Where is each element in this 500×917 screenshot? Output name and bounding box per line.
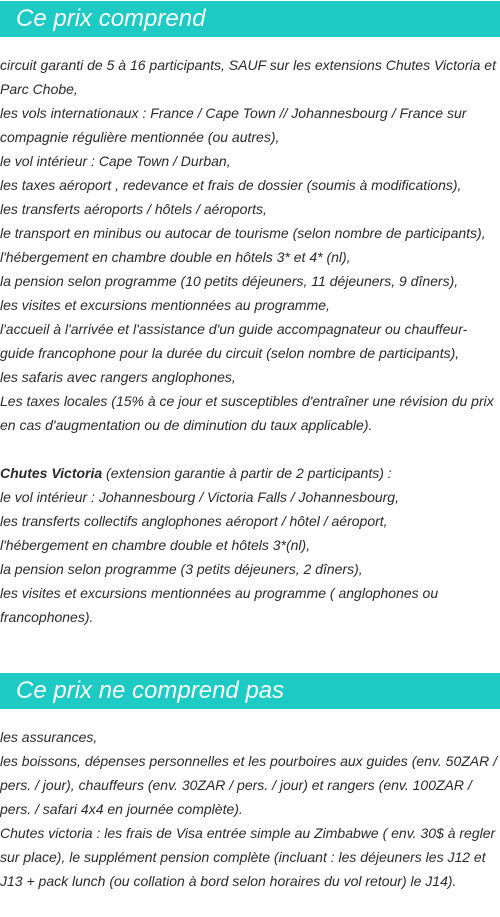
list-item: Les taxes locales (15% à ce jour et susceptibles d'entraîner une révision du prix en cas d'augmentation ou de diminution du taux applicable). (0, 393, 494, 433)
extension-title: Chutes Victoria (0, 465, 103, 481)
includes-heading: Ce prix comprend (0, 1, 500, 37)
list-item: la pension selon programme (3 petits déjeuners, 2 dîners), (0, 561, 363, 577)
extension-title-line (0, 461, 500, 485)
includes-list (0, 37, 500, 629)
list-item: les transferts aéroports / hôtels / aéroports, (0, 201, 267, 217)
list-item: les transferts collectifs anglophones aéroport / hôtel / aéroport, (0, 513, 388, 529)
list-item: le vol intérieur : Johannesbourg / Victoria Falls / Johannesbourg, (0, 489, 399, 505)
list-item: les taxes aéroport , redevance et frais de dossier (soumis à modifications), (0, 177, 462, 193)
list-item: l'hébergement en chambre double en hôtels 3* et 4* (nl), (0, 249, 351, 265)
list-item: les boissons, dépenses personnelles et les pourboires aux guides (env. 50ZAR / pers. / jour), chauffeurs (env. 30ZAR / pers. / jour) et rangers (env. 100ZAR / pers. / safari 4x4 en journée complète). (0, 753, 498, 817)
list-item: le transport en minibus ou autocar de tourisme (selon nombre de participants), (0, 225, 486, 241)
list-item: Chutes victoria : les frais de Visa entrée simple au Zimbabwe ( env. 30$ à regler sur place), le supplément pension complète (incluant : les déjeuners les J12 et J13 + pack lunch (ou collation à bord selon horaires du vol retour) le J14). (0, 825, 496, 889)
list-item: l'hébergement en chambre double et hôtels 3*(nl), (0, 537, 311, 553)
section-gap (0, 629, 500, 673)
excludes-list (0, 709, 500, 893)
list-item: les vols internationaux : France / Cape Town // Johannesbourg / France sur compagnie régulière mentionnée (ou autres), (0, 105, 467, 145)
list-item: le vol intérieur : Cape Town / Durban, (0, 153, 231, 169)
spacer (0, 437, 500, 461)
list-item: la pension selon programme (10 petits déjeuners, 11 déjeuners, 9 dîners), (0, 273, 459, 289)
list-item: les visites et excursions mentionnées au programme ( anglophones ou francophones). (0, 585, 439, 625)
list-item: les visites et excursions mentionnées au programme, (0, 297, 330, 313)
list-item: les assurances, (0, 729, 98, 745)
list-item: les safaris avec rangers anglophones, (0, 369, 236, 385)
list-item: l'accueil à l'arrivée et l'assistance d'un guide accompagnateur ou chauffeur-guide francophone pour la durée du circuit (selon nombre de participants), (0, 321, 468, 361)
extension-title-suffix: (extension garantie à partir de 2 participants) : (102, 465, 392, 481)
excludes-heading: Ce prix ne comprend pas (0, 673, 500, 709)
list-item: circuit garanti de 5 à 16 participants, SAUF sur les extensions Chutes Victoria et Parc Chobe, (0, 57, 496, 97)
